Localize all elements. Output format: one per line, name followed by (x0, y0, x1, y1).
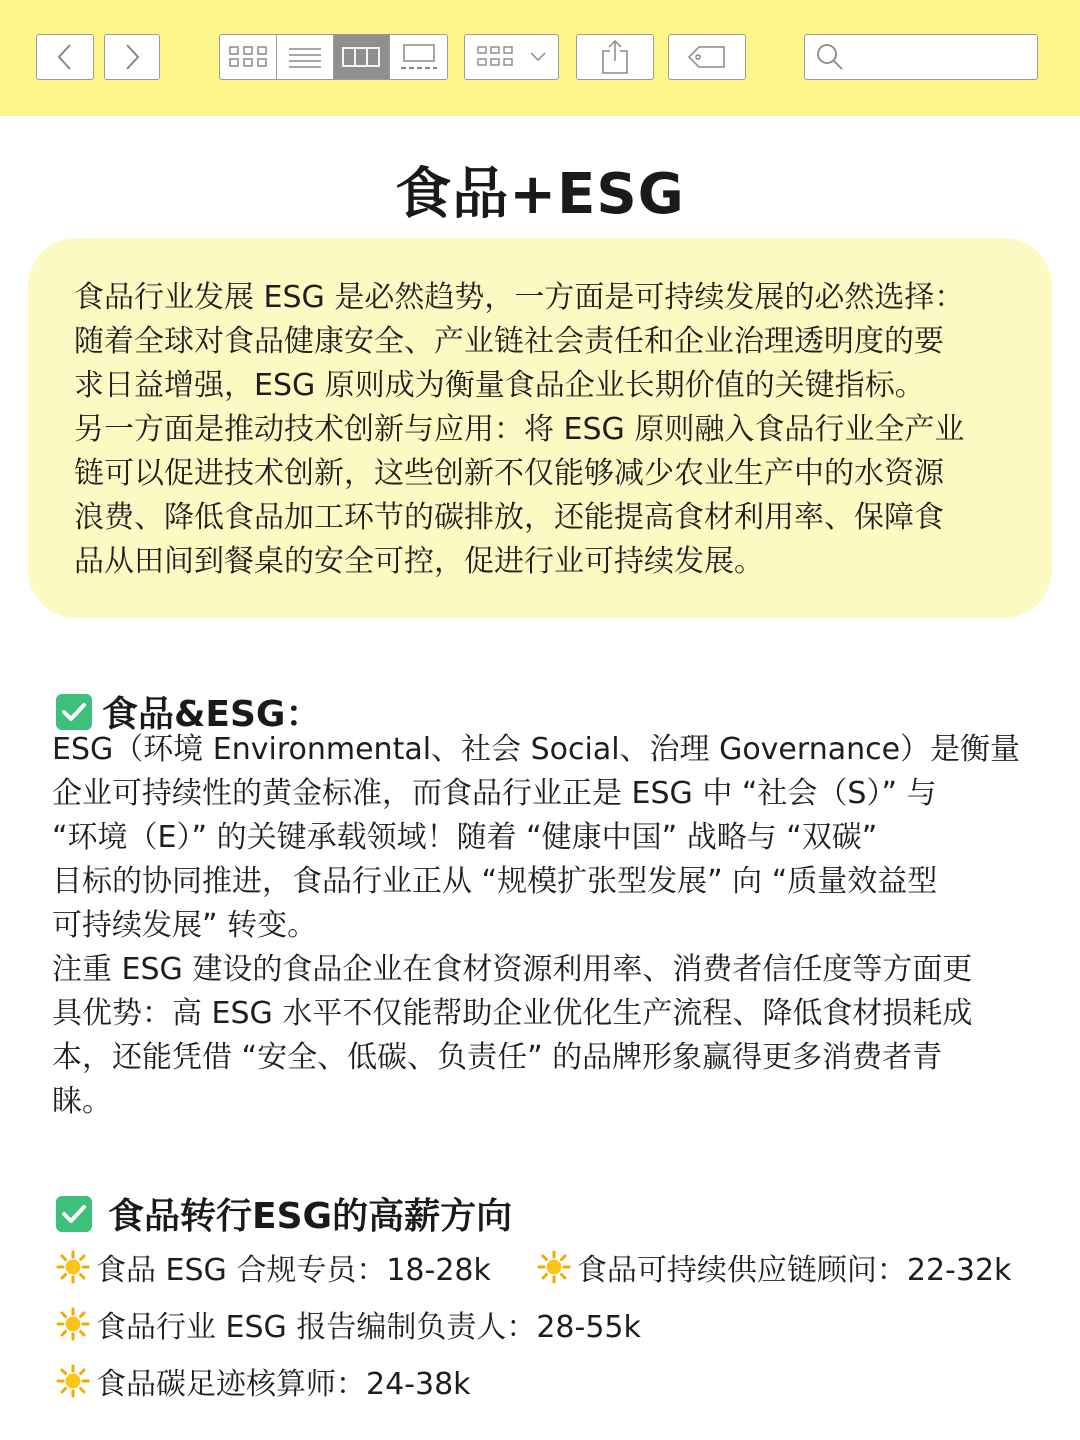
toolbar (0, 0, 1080, 116)
list-view-icon (288, 45, 322, 69)
body-line: 注重 ESG 建设的食品企业在食材资源利用率、消费者信任度等方面更 (52, 952, 973, 987)
section-heading-text: 食品转行ESG的高薪方向 (108, 1196, 513, 1237)
intro-card (28, 238, 1052, 618)
body-line: 睐。 (52, 1084, 112, 1119)
gallery-view-button[interactable] (390, 35, 447, 79)
job-item (56, 1359, 471, 1403)
job-row (56, 1352, 1056, 1409)
column-view-icon (341, 45, 381, 69)
forward-button[interactable] (104, 34, 160, 80)
checkmark-icon (56, 1196, 92, 1232)
sun-icon (56, 1364, 90, 1398)
page-title: 食品+ESG (395, 162, 685, 227)
chevron-left-icon (55, 42, 75, 72)
job-label: 食品行业 ESG 报告编制负责人：28-55k (96, 1309, 641, 1345)
gallery-view-icon (399, 43, 439, 71)
job-item (537, 1245, 1012, 1289)
section-food-esg-body (52, 728, 1032, 1124)
grid-view-icon (228, 44, 268, 70)
intro-line: 链可以促进技术创新，这些创新不仅能够减少农业生产中的水资源 (74, 456, 944, 491)
body-line: 可持续发展” 转变。 (52, 908, 318, 943)
sun-icon (537, 1250, 571, 1284)
job-list (56, 1238, 1056, 1409)
body-line: 企业可持续性的黄金标准，而食品行业正是 ESG 中 “社会（S）” 与 (52, 776, 937, 811)
section-career-heading (56, 1188, 512, 1239)
share-icon (600, 39, 630, 75)
sun-icon (56, 1250, 90, 1284)
intro-line: 另一方面是推动技术创新与应用：将 ESG 原则融入食品行业全产业 (74, 412, 965, 447)
job-item (56, 1302, 641, 1346)
job-label: 食品 ESG 合规专员：18-28k (96, 1252, 491, 1288)
grid-view-button[interactable] (220, 35, 277, 79)
column-view-button[interactable] (334, 35, 391, 79)
body-line: 本，还能凭借 “安全、低碳、负责任” 的品牌形象赢得更多消费者青 (52, 1040, 943, 1075)
body-line: 具优势：高 ESG 水平不仅能帮助企业优化生产流程、降低食材损耗成 (52, 996, 973, 1031)
job-row (56, 1295, 1056, 1352)
chevron-right-icon (122, 42, 142, 72)
job-label: 食品碳足迹核算师：24-38k (96, 1366, 471, 1402)
search-field[interactable] (804, 34, 1038, 80)
share-button[interactable] (576, 34, 654, 80)
section-heading-text: 食品&ESG： (102, 694, 322, 735)
tag-button[interactable] (668, 34, 746, 80)
body-line: ESG（环境 Environmental、社会 Social、治理 Governance）是衡量 (52, 732, 1021, 767)
view-switcher (219, 34, 448, 80)
job-label: 食品可持续供应链顾问：22-32k (576, 1252, 1012, 1288)
intro-line: 浪费、降低食品加工环节的碳排放，还能提高食材利用率、保障食 (74, 500, 944, 535)
intro-line: 随着全球对食品健康安全、产业链社会责任和企业治理透明度的要 (74, 324, 944, 359)
intro-line: 食品行业发展 ESG 是必然趋势，一方面是可持续发展的必然选择： (74, 280, 965, 315)
back-button[interactable] (36, 34, 94, 80)
tag-icon (687, 44, 727, 70)
body-line: “环境（E）” 的关键承载领域！随着 “健康中国” 战略与 “双碳” (52, 820, 878, 855)
group-by-icon (476, 44, 548, 70)
list-view-button[interactable] (277, 35, 334, 79)
body-line: 目标的协同推进，食品行业正从 “规模扩张型发展” 向 “质量效益型 (52, 864, 938, 899)
checkmark-icon (56, 694, 92, 730)
sun-icon (56, 1307, 90, 1341)
intro-line: 求日益增强，ESG 原则成为衡量食品企业长期价值的关键指标。 (74, 368, 925, 403)
group-by-button[interactable] (464, 34, 559, 80)
search-icon (815, 42, 845, 72)
job-row (56, 1238, 1056, 1295)
job-item (56, 1245, 491, 1289)
intro-line: 品从田间到餐桌的安全可控，促进行业可持续发展。 (74, 544, 764, 579)
